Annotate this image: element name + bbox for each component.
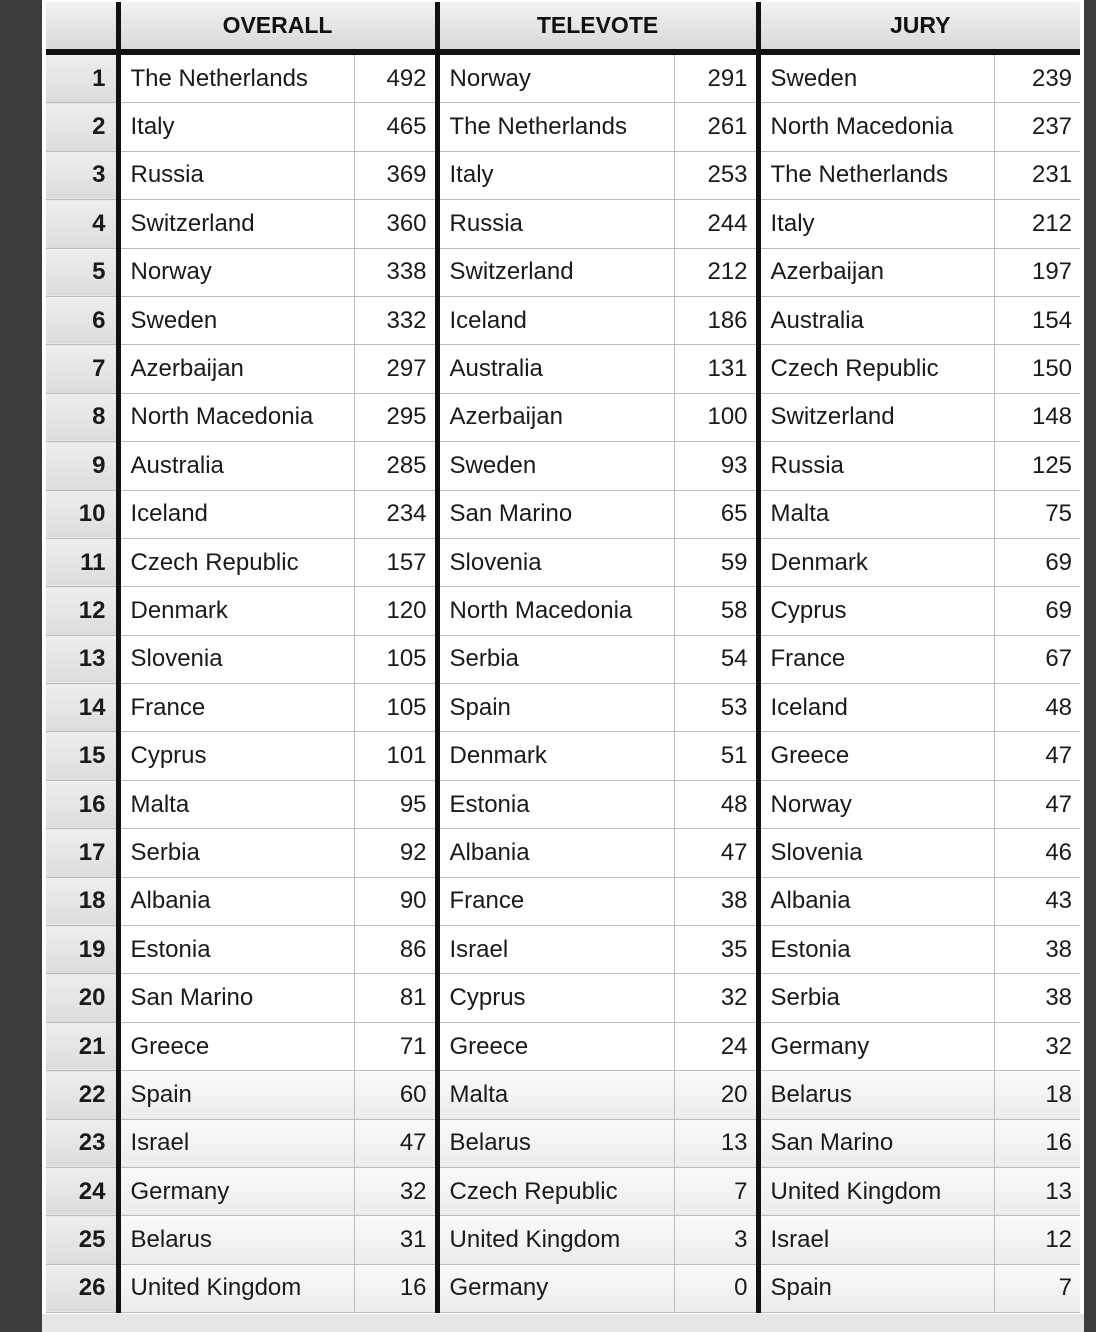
overall-country-cell: Iceland [118, 490, 354, 538]
televote-points-cell: 212 [674, 248, 758, 296]
jury-points-cell: 67 [994, 635, 1080, 683]
televote-country-cell: Denmark [437, 732, 674, 780]
jury-country-cell: Cyprus [758, 587, 994, 635]
televote-points-cell: 291 [674, 52, 758, 103]
rank-cell: 15 [46, 732, 118, 780]
televote-points-cell: 65 [674, 490, 758, 538]
overall-country-cell: Cyprus [118, 732, 354, 780]
overall-country-cell: Slovenia [118, 635, 354, 683]
overall-points-cell: 60 [354, 1071, 437, 1119]
jury-points-cell: 43 [994, 877, 1080, 925]
table-row [46, 1119, 1080, 1167]
rank-cell: 6 [46, 296, 118, 344]
televote-points-cell: 0 [674, 1264, 758, 1312]
jury-points-cell: 125 [994, 442, 1080, 490]
televote-points-cell: 53 [674, 684, 758, 732]
televote-country-cell: Azerbaijan [437, 393, 674, 441]
televote-country-cell: The Netherlands [437, 103, 674, 151]
rank-cell: 9 [46, 442, 118, 490]
overall-country-cell: The Netherlands [118, 52, 354, 103]
overall-points-cell: 297 [354, 345, 437, 393]
televote-points-cell: 54 [674, 635, 758, 683]
jury-country-cell: United Kingdom [758, 1167, 994, 1215]
overall-points-cell: 157 [354, 538, 437, 586]
jury-country-cell: Italy [758, 200, 994, 248]
televote-points-cell: 32 [674, 974, 758, 1022]
overall-country-cell: Malta [118, 780, 354, 828]
jury-points-cell: 237 [994, 103, 1080, 151]
televote-country-cell: Albania [437, 829, 674, 877]
rank-cell: 7 [46, 345, 118, 393]
jury-points-cell: 239 [994, 52, 1080, 103]
jury-points-cell: 69 [994, 587, 1080, 635]
rank-cell: 3 [46, 151, 118, 199]
overall-points-cell: 16 [354, 1264, 437, 1312]
rank-cell: 25 [46, 1216, 118, 1264]
televote-points-cell: 93 [674, 442, 758, 490]
televote-country-cell: Israel [437, 926, 674, 974]
table-row [46, 442, 1080, 490]
overall-country-cell: Sweden [118, 296, 354, 344]
televote-points-cell: 131 [674, 345, 758, 393]
rank-cell: 11 [46, 538, 118, 586]
overall-points-cell: 95 [354, 780, 437, 828]
televote-points-cell: 47 [674, 829, 758, 877]
jury-points-cell: 38 [994, 926, 1080, 974]
table-row [46, 780, 1080, 828]
table-row [46, 345, 1080, 393]
jury-country-cell: Spain [758, 1264, 994, 1312]
jury-country-cell: Australia [758, 296, 994, 344]
jury-country-cell: Estonia [758, 926, 994, 974]
televote-country-cell: Belarus [437, 1119, 674, 1167]
televote-points-cell: 24 [674, 1022, 758, 1070]
overall-points-cell: 31 [354, 1216, 437, 1264]
overall-country-cell: Czech Republic [118, 538, 354, 586]
table-row [46, 248, 1080, 296]
rank-header [46, 2, 118, 52]
jury-country-cell: Belarus [758, 1071, 994, 1119]
jury-country-cell: North Macedonia [758, 103, 994, 151]
jury-country-cell: Albania [758, 877, 994, 925]
televote-country-cell: North Macedonia [437, 587, 674, 635]
table-row [46, 296, 1080, 344]
jury-country-cell: Norway [758, 780, 994, 828]
overall-points-cell: 47 [354, 1119, 437, 1167]
overall-country-cell: Italy [118, 103, 354, 151]
jury-points-cell: 12 [994, 1216, 1080, 1264]
table-row [46, 151, 1080, 199]
televote-country-cell: Russia [437, 200, 674, 248]
overall-country-cell: San Marino [118, 974, 354, 1022]
televote-country-cell: Australia [437, 345, 674, 393]
jury-points-cell: 38 [994, 974, 1080, 1022]
televote-points-cell: 186 [674, 296, 758, 344]
jury-country-cell: San Marino [758, 1119, 994, 1167]
results-sheet [42, 0, 1084, 1314]
header-row [46, 2, 1080, 52]
televote-country-cell: Serbia [437, 635, 674, 683]
televote-country-cell: Germany [437, 1264, 674, 1312]
jury-points-cell: 48 [994, 684, 1080, 732]
televote-country-cell: Norway [437, 52, 674, 103]
overall-points-cell: 101 [354, 732, 437, 780]
jury-country-cell: Sweden [758, 52, 994, 103]
televote-points-cell: 59 [674, 538, 758, 586]
rank-cell: 19 [46, 926, 118, 974]
televote-points-cell: 7 [674, 1167, 758, 1215]
televote-country-cell: Switzerland [437, 248, 674, 296]
rank-cell: 13 [46, 635, 118, 683]
rank-cell: 17 [46, 829, 118, 877]
overall-points-cell: 338 [354, 248, 437, 296]
televote-country-cell: Greece [437, 1022, 674, 1070]
jury-country-cell: The Netherlands [758, 151, 994, 199]
jury-country-cell: Russia [758, 442, 994, 490]
overall-points-cell: 465 [354, 103, 437, 151]
televote-points-cell: 261 [674, 103, 758, 151]
jury-points-cell: 46 [994, 829, 1080, 877]
jury-points-cell: 148 [994, 393, 1080, 441]
bottom-strip [42, 1314, 1084, 1332]
televote-points-cell: 3 [674, 1216, 758, 1264]
jury-points-cell: 47 [994, 732, 1080, 780]
overall-country-cell: France [118, 684, 354, 732]
rank-cell: 8 [46, 393, 118, 441]
table-row [46, 1022, 1080, 1070]
jury-country-cell: Switzerland [758, 393, 994, 441]
rank-cell: 14 [46, 684, 118, 732]
jury-points-cell: 32 [994, 1022, 1080, 1070]
overall-country-cell: Australia [118, 442, 354, 490]
jury-country-cell: Slovenia [758, 829, 994, 877]
table-row [46, 974, 1080, 1022]
jury-country-cell: Denmark [758, 538, 994, 586]
table-row [46, 1216, 1080, 1264]
jury-points-cell: 18 [994, 1071, 1080, 1119]
televote-header: TELEVOTE [437, 2, 758, 52]
jury-points-cell: 231 [994, 151, 1080, 199]
table-row [46, 732, 1080, 780]
overall-points-cell: 32 [354, 1167, 437, 1215]
overall-points-cell: 360 [354, 200, 437, 248]
overall-country-cell: Spain [118, 1071, 354, 1119]
televote-points-cell: 13 [674, 1119, 758, 1167]
televote-country-cell: Iceland [437, 296, 674, 344]
televote-country-cell: Cyprus [437, 974, 674, 1022]
rank-cell: 1 [46, 52, 118, 103]
overall-country-cell: Denmark [118, 587, 354, 635]
rank-cell: 18 [46, 877, 118, 925]
rank-cell: 22 [46, 1071, 118, 1119]
televote-points-cell: 51 [674, 732, 758, 780]
overall-points-cell: 90 [354, 877, 437, 925]
jury-points-cell: 197 [994, 248, 1080, 296]
table-row [46, 1167, 1080, 1215]
table-row [46, 587, 1080, 635]
overall-points-cell: 332 [354, 296, 437, 344]
televote-country-cell: France [437, 877, 674, 925]
jury-country-cell: France [758, 635, 994, 683]
jury-points-cell: 75 [994, 490, 1080, 538]
rank-cell: 10 [46, 490, 118, 538]
overall-country-cell: Greece [118, 1022, 354, 1070]
overall-points-cell: 81 [354, 974, 437, 1022]
overall-country-cell: Estonia [118, 926, 354, 974]
jury-points-cell: 212 [994, 200, 1080, 248]
overall-points-cell: 92 [354, 829, 437, 877]
overall-country-cell: Germany [118, 1167, 354, 1215]
overall-country-cell: Israel [118, 1119, 354, 1167]
rank-cell: 16 [46, 780, 118, 828]
overall-country-cell: Serbia [118, 829, 354, 877]
televote-country-cell: Spain [437, 684, 674, 732]
televote-points-cell: 100 [674, 393, 758, 441]
table-row [46, 393, 1080, 441]
table-row [46, 200, 1080, 248]
table-row [46, 877, 1080, 925]
televote-country-cell: Italy [437, 151, 674, 199]
televote-points-cell: 35 [674, 926, 758, 974]
overall-country-cell: Switzerland [118, 200, 354, 248]
jury-points-cell: 150 [994, 345, 1080, 393]
jury-country-cell: Serbia [758, 974, 994, 1022]
rank-cell: 5 [46, 248, 118, 296]
televote-points-cell: 253 [674, 151, 758, 199]
jury-header: JURY [758, 2, 1080, 52]
televote-points-cell: 58 [674, 587, 758, 635]
jury-points-cell: 154 [994, 296, 1080, 344]
overall-country-cell: Norway [118, 248, 354, 296]
table-row [46, 926, 1080, 974]
overall-points-cell: 492 [354, 52, 437, 103]
jury-country-cell: Israel [758, 1216, 994, 1264]
televote-country-cell: Slovenia [437, 538, 674, 586]
overall-points-cell: 86 [354, 926, 437, 974]
overall-points-cell: 105 [354, 684, 437, 732]
overall-country-cell: Belarus [118, 1216, 354, 1264]
televote-country-cell: Malta [437, 1071, 674, 1119]
overall-points-cell: 234 [354, 490, 437, 538]
televote-points-cell: 48 [674, 780, 758, 828]
televote-points-cell: 244 [674, 200, 758, 248]
televote-country-cell: Czech Republic [437, 1167, 674, 1215]
overall-points-cell: 369 [354, 151, 437, 199]
results-table [46, 2, 1080, 1313]
table-row [46, 635, 1080, 683]
jury-points-cell: 13 [994, 1167, 1080, 1215]
jury-country-cell: Germany [758, 1022, 994, 1070]
table-row [46, 490, 1080, 538]
overall-points-cell: 71 [354, 1022, 437, 1070]
rank-cell: 4 [46, 200, 118, 248]
jury-points-cell: 16 [994, 1119, 1080, 1167]
rank-cell: 21 [46, 1022, 118, 1070]
table-row [46, 1264, 1080, 1312]
rank-cell: 23 [46, 1119, 118, 1167]
overall-country-cell: United Kingdom [118, 1264, 354, 1312]
jury-points-cell: 47 [994, 780, 1080, 828]
televote-points-cell: 38 [674, 877, 758, 925]
table-row [46, 684, 1080, 732]
jury-points-cell: 69 [994, 538, 1080, 586]
jury-country-cell: Greece [758, 732, 994, 780]
table-row [46, 52, 1080, 103]
jury-country-cell: Iceland [758, 684, 994, 732]
rank-cell: 20 [46, 974, 118, 1022]
televote-country-cell: Sweden [437, 442, 674, 490]
overall-points-cell: 105 [354, 635, 437, 683]
jury-country-cell: Malta [758, 490, 994, 538]
overall-country-cell: Azerbaijan [118, 345, 354, 393]
televote-country-cell: San Marino [437, 490, 674, 538]
jury-country-cell: Czech Republic [758, 345, 994, 393]
overall-points-cell: 120 [354, 587, 437, 635]
table-row [46, 103, 1080, 151]
table-row [46, 1071, 1080, 1119]
jury-country-cell: Azerbaijan [758, 248, 994, 296]
overall-country-cell: Russia [118, 151, 354, 199]
overall-points-cell: 285 [354, 442, 437, 490]
table-row [46, 538, 1080, 586]
overall-header: OVERALL [118, 2, 437, 52]
rank-cell: 2 [46, 103, 118, 151]
televote-country-cell: Estonia [437, 780, 674, 828]
overall-country-cell: North Macedonia [118, 393, 354, 441]
televote-country-cell: United Kingdom [437, 1216, 674, 1264]
table-row [46, 829, 1080, 877]
televote-points-cell: 20 [674, 1071, 758, 1119]
rank-cell: 12 [46, 587, 118, 635]
overall-points-cell: 295 [354, 393, 437, 441]
rank-cell: 24 [46, 1167, 118, 1215]
jury-points-cell: 7 [994, 1264, 1080, 1312]
rank-cell: 26 [46, 1264, 118, 1312]
overall-country-cell: Albania [118, 877, 354, 925]
